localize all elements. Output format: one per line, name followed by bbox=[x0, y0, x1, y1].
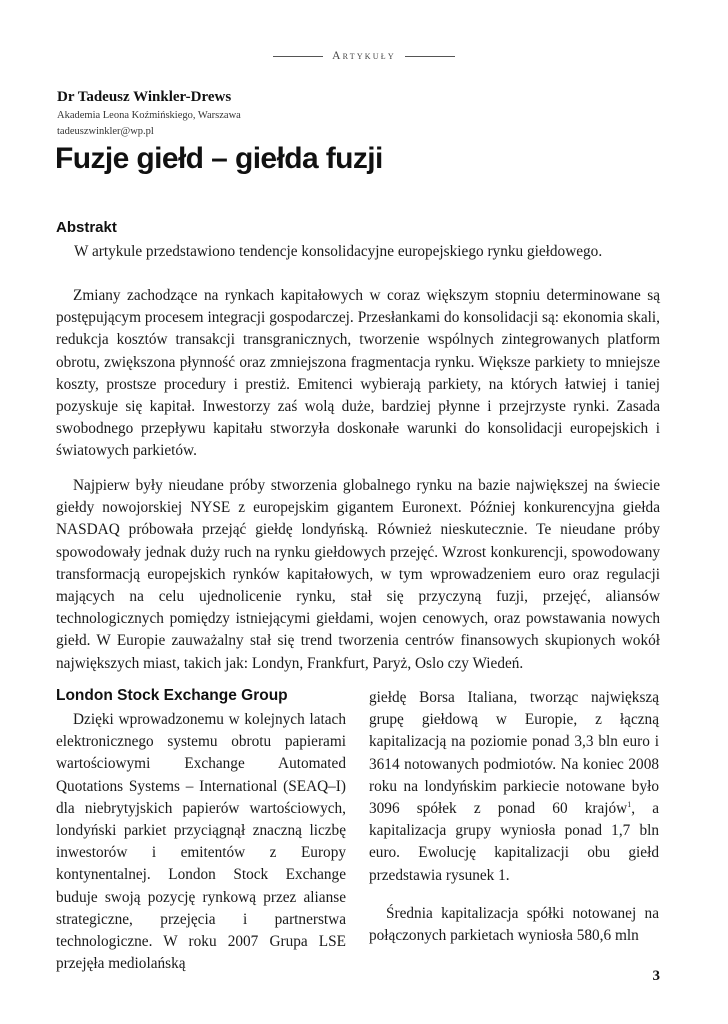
right-column-paragraph-1 bbox=[369, 687, 659, 887]
author-affiliation: Akademia Leona Koźmińskiego, Warszawa bbox=[57, 110, 241, 121]
right-column-text-b: , a kapitalizacja grupy wyniosła ponad 1,7 bln euro. Ewolucję kapitalizacji obu giełd przedstawia rysunek 1. bbox=[369, 800, 659, 884]
left-column-text: Dzięki wprowadzonemu w kolejnych latach elektronicznego systemu obrotu papierami wartościowymi Exchange Automated Quotations Systems – International (SEAQ–I) dla niebrytyjskich papierów wartościowych, londyński parkiet przyciągnął znaczną liczbę inwestorów i emitentów z Europy kontynentalnej. London Stock Exchange buduje swoją pozycję rynkową przez alianse strategiczne, przejęcia i partnerstwa technologiczne. W roku 2007 Grupa LSE przejęła mediolańską bbox=[56, 711, 346, 973]
running-header bbox=[0, 50, 728, 62]
footnote-marker[interactable]: 1 bbox=[627, 799, 632, 809]
abstract-text: W artykule przedstawiono tendencje konsolidacyjne europejskiego rynku giełdowego. bbox=[74, 243, 603, 260]
header-rule-right bbox=[405, 56, 455, 57]
article-title: Fuzje giełd – giełda fuzji bbox=[55, 142, 383, 175]
header-rule-left bbox=[273, 56, 323, 57]
section-heading: London Stock Exchange Group bbox=[56, 687, 288, 704]
running-title: Artykuły bbox=[332, 50, 396, 62]
abstract-heading: Abstrakt bbox=[56, 219, 117, 236]
right-column-paragraph-2: Średnia kapitalizacja spółki notowanej na połączonych parkietach wyniosła 580,6 mln bbox=[369, 905, 659, 945]
right-column-text-a: giełdę Borsa Italiana, tworząc największą grupę giełdową w Europie, z łączną kapitalizacją na poziomie ponad 3,3 bln euro i 3614 notowanych podmiotów. Na koniec 2008 roku na londyńskim parkiecie notowane było 3096 spółek z ponad 60 krajów bbox=[369, 689, 659, 818]
author-email: tadeuszwinkler@wp.pl bbox=[57, 126, 154, 137]
body-paragraph-2: Najpierw były nieudane próby stworzenia globalnego rynku na bazie największej na świecie giełdy nowojorskiej NYSE z europejskim gigantem Euronext. Później konkurencyjna giełda NASDAQ próbowała przejąć giełdę londyńską. Również nieskutecznie. Te nieudane próby spowodowały jednak duży ruch na rynku giełdowych przejęć. Wzrost konkurencji, spowodowany transformacją europejskich rynków kapitałowych, w tym wprowadzeniem euro oraz regulacji mających na celu ujednolicenie rynku, stał się przyczyną fuzji, przejęć, aliansów technologicznych pomiędzy istniejącymi giełdami, wojen cenowych, oraz powstawania nowych giełd. W Europie zauważalny stał się trend tworzenia centrów finansowych skupionych wokół największych miast, takich jak: Londyn, Frankfurt, Paryż, Oslo czy Wiedeń. bbox=[56, 477, 660, 672]
body-paragraph-1: Zmiany zachodzące na rynkach kapitałowych w coraz większym stopniu determinowane są postępującym procesem integracji gospodarczej. Przesłankami do konsolidacji są: ekonomia skali, redukcja kosztów transakcji transgranicznych, tworzenie wspólnych zintegrowanych platform obrotu, zwiększona płynność oraz zmniejszona fragmentacja rynku. Większe parkiety to mniejsze koszty, prostsze procedury i prestiż. Emitenci wybierają parkiety, na których łatwiej i taniej pozyskuje się kapitał. Inwestorzy zaś wolą duże, bardziej płynne i przejrzyste rynki. Zasada swobodnego przepływu kapitału stworzyła doskonałe warunki do konsolidacji europejskich i światowych parkietów. bbox=[56, 287, 660, 460]
author-name: Dr Tadeusz Winkler-Drews bbox=[57, 89, 232, 105]
page-number: 3 bbox=[652, 968, 660, 984]
